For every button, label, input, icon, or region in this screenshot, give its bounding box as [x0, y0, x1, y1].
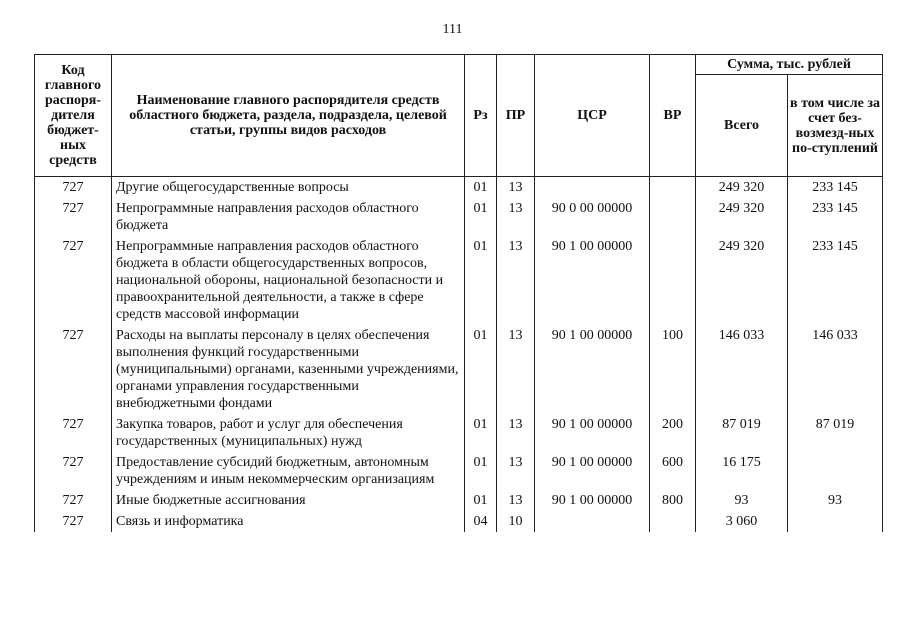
cell-rz: 01 — [465, 452, 497, 490]
table-row — [35, 511, 883, 532]
cell-vr: 100 — [650, 325, 696, 414]
cell-pr: 10 — [497, 511, 535, 532]
cell-incl: 233 145 — [788, 236, 883, 325]
header-code: Код главного распоря-дителя бюджет-ных средств — [35, 55, 112, 177]
cell-pr: 13 — [497, 325, 535, 414]
header-rz: Рз — [465, 55, 497, 177]
cell-rz: 01 — [465, 177, 497, 199]
table-row — [35, 452, 883, 490]
cell-incl: 233 145 — [788, 177, 883, 199]
header-csr: ЦСР — [535, 55, 650, 177]
cell-code: 727 — [35, 198, 112, 236]
cell-name: Непрограммные направления расходов областного бюджета — [112, 198, 465, 236]
cell-total: 249 320 — [696, 177, 788, 199]
table-body — [35, 177, 883, 533]
header-sum-group: Сумма, тыс. рублей — [696, 55, 883, 75]
cell-incl: 93 — [788, 490, 883, 511]
cell-pr: 13 — [497, 452, 535, 490]
cell-name: Закупка товаров, работ и услуг для обеспечения государственных (муниципальных) нужд — [112, 414, 465, 452]
cell-csr — [535, 511, 650, 532]
cell-rz: 01 — [465, 198, 497, 236]
cell-vr: 800 — [650, 490, 696, 511]
cell-incl — [788, 511, 883, 532]
header-name: Наименование главного распорядителя средств областного бюджета, раздела, подраздела, целевой статьи, группы видов расходов — [112, 55, 465, 177]
cell-code: 727 — [35, 236, 112, 325]
cell-code: 727 — [35, 490, 112, 511]
cell-pr: 13 — [497, 414, 535, 452]
cell-vr: 600 — [650, 452, 696, 490]
table-row — [35, 177, 883, 199]
cell-code: 727 — [35, 325, 112, 414]
cell-name: Непрограммные направления расходов областного бюджета в области общегосударственных вопросов, национальной обороны, национальной безопасности и правоохранительной деятельности, а также в сфере средств массовой информации — [112, 236, 465, 325]
cell-csr: 90 1 00 00000 — [535, 490, 650, 511]
page-number: 111 — [442, 22, 463, 37]
budget-table — [34, 54, 883, 532]
cell-total: 16 175 — [696, 452, 788, 490]
header-pr: ПР — [497, 55, 535, 177]
table-row — [35, 198, 883, 236]
table-row — [35, 414, 883, 452]
cell-csr: 90 1 00 00000 — [535, 325, 650, 414]
cell-csr: 90 1 00 00000 — [535, 414, 650, 452]
cell-name: Связь и информатика — [112, 511, 465, 532]
cell-incl: 146 033 — [788, 325, 883, 414]
cell-rz: 01 — [465, 490, 497, 511]
table-row — [35, 325, 883, 414]
header-total: Всего — [696, 75, 788, 177]
table-row — [35, 236, 883, 325]
cell-rz: 01 — [465, 325, 497, 414]
cell-name: Иные бюджетные ассигнования — [112, 490, 465, 511]
cell-total: 249 320 — [696, 236, 788, 325]
table-row — [35, 490, 883, 511]
cell-pr: 13 — [497, 177, 535, 199]
cell-pr: 13 — [497, 236, 535, 325]
header-incl: в том числе за счет без-возмезд-ных по-ступлений — [788, 75, 883, 177]
cell-total: 249 320 — [696, 198, 788, 236]
cell-rz: 01 — [465, 236, 497, 325]
cell-code: 727 — [35, 452, 112, 490]
cell-csr: 90 0 00 00000 — [535, 198, 650, 236]
cell-vr — [650, 198, 696, 236]
cell-vr — [650, 511, 696, 532]
cell-total: 146 033 — [696, 325, 788, 414]
cell-pr: 13 — [497, 198, 535, 236]
cell-total: 93 — [696, 490, 788, 511]
cell-pr: 13 — [497, 490, 535, 511]
cell-csr: 90 1 00 00000 — [535, 452, 650, 490]
cell-vr — [650, 177, 696, 199]
cell-vr — [650, 236, 696, 325]
cell-vr: 200 — [650, 414, 696, 452]
cell-csr — [535, 177, 650, 199]
cell-name: Расходы на выплаты персоналу в целях обеспечения выполнения функций государственными (муниципальными) органами, казенными учреждениями, органами управления государственными внебюджетными фондами — [112, 325, 465, 414]
cell-rz: 01 — [465, 414, 497, 452]
cell-csr: 90 1 00 00000 — [535, 236, 650, 325]
cell-rz: 04 — [465, 511, 497, 532]
cell-total: 3 060 — [696, 511, 788, 532]
cell-incl — [788, 452, 883, 490]
cell-name: Предоставление субсидий бюджетным, автономным учреждениям и иным некоммерческим организациям — [112, 452, 465, 490]
cell-code: 727 — [35, 511, 112, 532]
cell-incl: 233 145 — [788, 198, 883, 236]
header-vr: ВР — [650, 55, 696, 177]
cell-code: 727 — [35, 414, 112, 452]
cell-code: 727 — [35, 177, 112, 199]
cell-incl: 87 019 — [788, 414, 883, 452]
cell-name: Другие общегосударственные вопросы — [112, 177, 465, 199]
cell-total: 87 019 — [696, 414, 788, 452]
